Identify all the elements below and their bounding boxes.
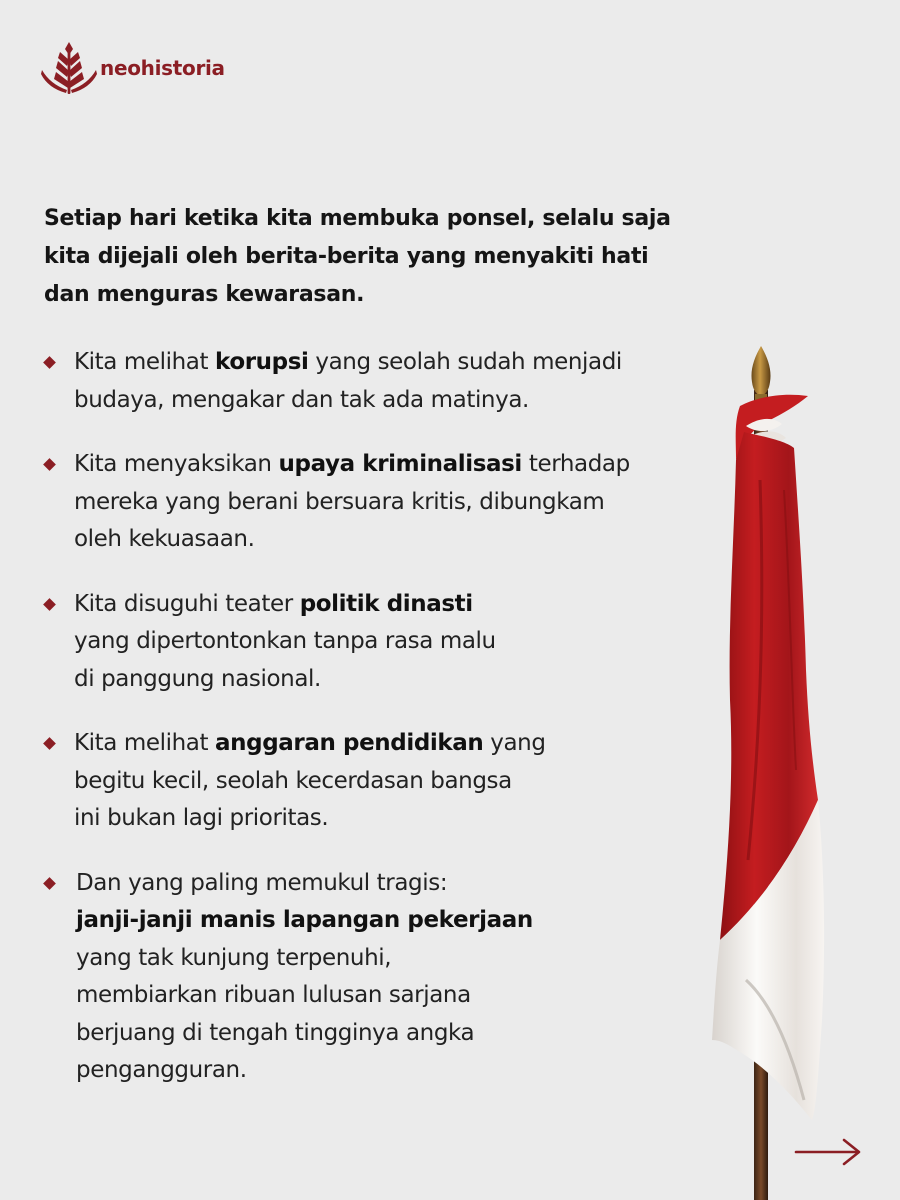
diamond-bullet-icon [43,877,56,890]
indonesian-flag-on-pole-image [700,340,850,1200]
brand-name: neohistoria [100,56,225,80]
bullet-highlight: janji-janji manis lapangan pekerjaan [76,907,533,933]
diamond-bullet-icon [43,598,56,611]
bullet-line: yang tak kunjung terpenuhi, [76,944,392,971]
bullet-line: berjuang di tengah tingginya angka [76,1019,475,1046]
bullet-highlight: politik dinasti [299,590,473,617]
diamond-bullet-icon [43,458,56,471]
bullet-text: Kita disuguhi teater [74,590,300,617]
bullet-line: begitu kecil, seolah kecerdasan bangsa [74,767,512,794]
diamond-bullet-icon [43,356,56,369]
bullet-text: yang [483,730,546,756]
bullet-line: di panggung nasional. [74,665,321,692]
bullet-line [74,725,700,763]
diamond-bullet-icon [43,737,56,750]
bullet-line [74,344,700,382]
bullet-text: Kita melihat [74,349,216,375]
bullet-line: membiarkan ribuan lulusan sarjana [76,982,471,1008]
intro-paragraph [44,200,724,314]
bullet-text: terhadap [521,451,630,477]
bullet-line: budaya, mengakar dan tak ada matinya. [74,386,529,413]
bullet-line: ini bukan lagi prioritas. [74,805,329,831]
bullet-highlight: upaya kriminalisasi [278,451,522,477]
bullet-line: pengangguran. [76,1057,247,1083]
intro-line: kita dijejali oleh berita-berita yang menyakiti hati [44,244,649,269]
bullet-korupsi [40,344,700,419]
bullet-politik-dinasti [40,586,700,699]
bullet-line [76,902,700,940]
bullet-line [74,586,700,624]
bullet-text: Kita melihat [74,730,216,756]
brand-header [40,40,225,96]
bullet-kriminalisasi [40,446,700,559]
right-arrow-icon[interactable] [790,1132,866,1172]
bullet-line: oleh kekuasaan. [74,526,255,552]
bullet-highlight: korupsi [215,349,309,375]
bullet-line: yang dipertontonkan tanpa rasa malu [74,628,496,654]
intro-line: dan menguras kewarasan. [44,282,365,307]
wheat-leaf-logo-icon [40,40,98,96]
bullet-line [74,446,700,484]
bullet-anggaran-pendidikan [40,725,700,838]
bullet-lapangan-pekerjaan [40,865,700,1090]
bullet-list [40,344,700,1117]
intro-line: Setiap hari ketika kita membuka ponsel, selalu saja [44,206,671,231]
bullet-text: Kita menyaksikan [74,451,279,477]
bullet-text: yang seolah sudah menjadi [308,349,622,375]
bullet-highlight: anggaran pendidikan [215,730,484,756]
bullet-line: mereka yang berani bersuara kritis, dibungkam [74,488,605,515]
bullet-line: Dan yang paling memukul tragis: [76,869,448,896]
